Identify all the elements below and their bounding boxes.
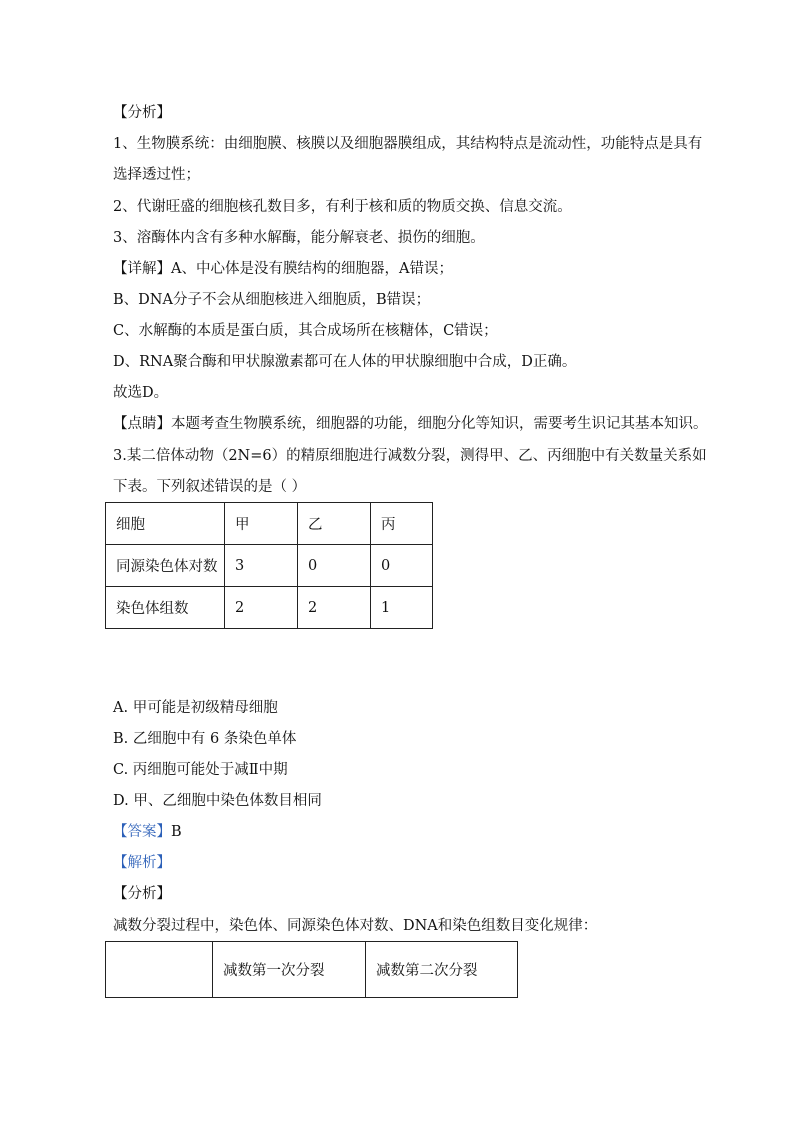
option-d: D. 甲、乙细胞中染色体数目相同	[113, 793, 322, 809]
detail-conclusion: 故选D。	[113, 385, 169, 401]
table-row	[106, 587, 433, 629]
point-label: 【点睛】	[113, 416, 171, 432]
option-b: B. 乙细胞中有 6 条染色单体	[113, 731, 297, 747]
table-cell: 2	[225, 587, 298, 629]
answer-value: B	[171, 824, 182, 840]
detail-line-a	[113, 259, 453, 279]
table-cell: 2	[298, 587, 371, 629]
table-header-row	[106, 503, 433, 545]
answer-line	[113, 822, 182, 842]
detail-line-b: B、DNA分子不会从细胞核进入细胞质，B错误；	[113, 292, 431, 308]
analysis-point-1-cont: 选择透过性；	[113, 167, 200, 183]
analysis-point-1: 1、生物膜系统：由细胞膜、核膜以及细胞器膜组成，其结构特点是流动性，功能特点是具有	[113, 136, 703, 152]
analysis2-text: 减数分裂过程中，染色体、同源染色体对数、DNA和染色组数目变化规律：	[113, 918, 598, 934]
question-stem-line-2: 下表。下列叙述错误的是（ ）	[113, 479, 307, 495]
analysis-heading: 【分析】	[113, 105, 171, 121]
table-header-cell: 减数第一次分裂	[213, 942, 366, 998]
table-header-row	[106, 942, 518, 998]
table-header-cell	[106, 942, 213, 998]
table-cell: 同源染色体对数	[106, 545, 225, 587]
detail-line-d: D、RNA聚合酶和甲状腺激素都可在人体的甲状腺细胞中合成，D正确。	[113, 354, 577, 370]
meiosis-table	[105, 941, 518, 998]
table-cell: 0	[371, 545, 433, 587]
table-cell: 1	[371, 587, 433, 629]
cell-count-table	[105, 502, 433, 629]
table-header-cell: 乙	[298, 503, 371, 545]
option-c: C. 丙细胞可能处于减Ⅱ中期	[113, 762, 288, 778]
table-header-cell: 丙	[371, 503, 433, 545]
table-cell: 0	[298, 545, 371, 587]
option-a: A. 甲可能是初级精母细胞	[113, 700, 278, 716]
table-header-cell: 减数第二次分裂	[366, 942, 518, 998]
point-line	[113, 414, 708, 434]
detail-line-c: C、水解酶的本质是蛋白质，其合成场所在核糖体，C错误；	[113, 323, 498, 339]
table-cell: 染色体组数	[106, 587, 225, 629]
table-cell: 3	[225, 545, 298, 587]
question-stem-line-1: 3.某二倍体动物（2N=6）的精原细胞进行减数分裂，测得甲、乙、丙细胞中有关数量关系如	[113, 448, 707, 464]
parse-label: 【解析】	[113, 855, 171, 871]
analysis-point-3: 3、溶酶体内含有多种水解酶，能分解衰老、损伤的细胞。	[113, 230, 485, 246]
table-row	[106, 545, 433, 587]
table-header-cell: 甲	[225, 503, 298, 545]
detail-a-text: A、中心体是没有膜结构的细胞器，A错误；	[171, 261, 453, 277]
table-header-cell: 细胞	[106, 503, 225, 545]
analysis-point-2: 2、代谢旺盛的细胞核孔数目多，有利于核和质的物质交换、信息交流。	[113, 199, 572, 215]
answer-label: 【答案】	[113, 824, 171, 840]
point-text: 本题考查生物膜系统，细胞器的功能，细胞分化等知识，需要考生识记其基本知识。	[171, 416, 708, 432]
analysis2-heading: 【分析】	[113, 886, 171, 902]
detail-label: 【详解】	[113, 261, 171, 277]
